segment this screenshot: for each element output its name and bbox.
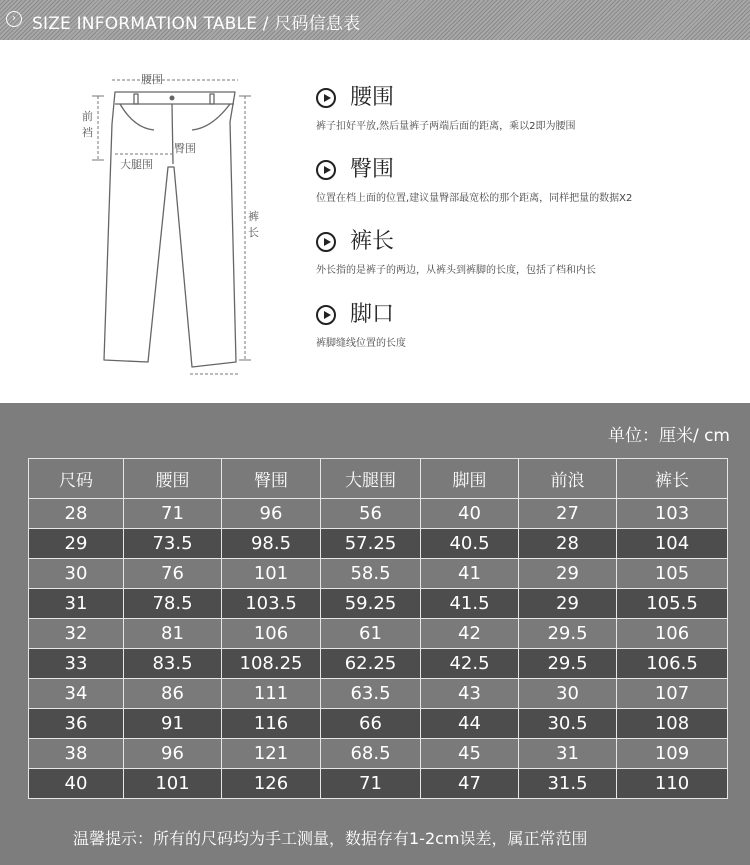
label-waist: 腰围 xyxy=(141,73,163,86)
column-header: 尺码 xyxy=(29,459,124,499)
table-row xyxy=(29,589,728,619)
definition-term: 臀围 xyxy=(350,157,395,182)
table-cell: 59.25 xyxy=(321,589,421,619)
column-header: 腰围 xyxy=(124,459,222,499)
measurement-illustration xyxy=(0,40,750,403)
table-cell: 101 xyxy=(124,769,222,799)
table-cell: 44 xyxy=(421,709,519,739)
definition-desc: 位置在档上面的位置,建议量臀部最宽松的那个距离，同样把量的数据X2 xyxy=(316,193,633,204)
table-cell: 40.5 xyxy=(421,529,519,559)
table-cell: 30 xyxy=(29,559,124,589)
table-cell: 109 xyxy=(617,739,728,769)
table-cell: 40 xyxy=(29,769,124,799)
definition-term: 裤长 xyxy=(350,229,395,254)
table-cell: 34 xyxy=(29,679,124,709)
table-cell: 101 xyxy=(222,559,321,589)
table-cell: 73.5 xyxy=(124,529,222,559)
table-cell: 103 xyxy=(617,499,728,529)
section-title: SIZE INFORMATION TABLE / 尺码信息表 xyxy=(32,14,361,34)
unit-label: 单位：厘米/ cm xyxy=(607,426,730,446)
play-circle-icon xyxy=(316,88,336,108)
table-cell: 29 xyxy=(519,559,617,589)
play-circle-icon xyxy=(316,160,336,180)
label-hip: 臀围 xyxy=(174,142,196,155)
column-header: 大腿围 xyxy=(321,459,421,499)
table-cell: 41 xyxy=(421,559,519,589)
table-cell: 36 xyxy=(29,709,124,739)
table-cell: 31.5 xyxy=(519,769,617,799)
table-cell: 116 xyxy=(222,709,321,739)
table-cell: 29.5 xyxy=(519,619,617,649)
measurement-tip: 温馨提示：所有的尺码均为手工测量，数据存有1-2cm误差，属正常范围 xyxy=(73,829,588,848)
table-cell: 66 xyxy=(321,709,421,739)
column-header: 前浪 xyxy=(519,459,617,499)
table-cell: 47 xyxy=(421,769,519,799)
size-table xyxy=(28,458,728,799)
column-header: 脚围 xyxy=(421,459,519,499)
table-cell: 40 xyxy=(421,499,519,529)
table-row xyxy=(29,619,728,649)
table-cell: 110 xyxy=(617,769,728,799)
table-cell: 42 xyxy=(421,619,519,649)
column-header: 臀围 xyxy=(222,459,321,499)
table-cell: 108 xyxy=(617,709,728,739)
table-cell: 29 xyxy=(519,589,617,619)
table-cell: 27 xyxy=(519,499,617,529)
size-table-section xyxy=(0,403,750,865)
table-cell: 126 xyxy=(222,769,321,799)
table-cell: 32 xyxy=(29,619,124,649)
table-row xyxy=(29,739,728,769)
table-cell: 106 xyxy=(222,619,321,649)
table-cell: 121 xyxy=(222,739,321,769)
table-cell: 71 xyxy=(124,499,222,529)
table-cell: 106.5 xyxy=(617,649,728,679)
table-cell: 31 xyxy=(29,589,124,619)
table-cell: 111 xyxy=(222,679,321,709)
column-header: 裤长 xyxy=(617,459,728,499)
table-row xyxy=(29,559,728,589)
table-header-row xyxy=(29,459,728,499)
table-row xyxy=(29,769,728,799)
table-cell: 71 xyxy=(321,769,421,799)
section-header xyxy=(0,0,750,40)
table-cell: 62.25 xyxy=(321,649,421,679)
table-cell: 98.5 xyxy=(222,529,321,559)
table-cell: 106 xyxy=(617,619,728,649)
table-cell: 45 xyxy=(421,739,519,769)
table-cell: 57.25 xyxy=(321,529,421,559)
table-cell: 38 xyxy=(29,739,124,769)
table-cell: 31 xyxy=(519,739,617,769)
table-cell: 76 xyxy=(124,559,222,589)
table-row xyxy=(29,499,728,529)
label-rise-2: 裆 xyxy=(82,126,93,139)
play-circle-icon xyxy=(316,305,336,325)
table-cell: 30.5 xyxy=(519,709,617,739)
table-cell: 41.5 xyxy=(421,589,519,619)
table-cell: 63.5 xyxy=(321,679,421,709)
table-cell: 104 xyxy=(617,529,728,559)
table-cell: 28 xyxy=(519,529,617,559)
table-row xyxy=(29,679,728,709)
definition-term: 腰围 xyxy=(350,85,395,110)
label-length-1: 裤 xyxy=(248,210,259,223)
table-cell: 103.5 xyxy=(222,589,321,619)
table-row xyxy=(29,649,728,679)
table-cell: 96 xyxy=(222,499,321,529)
pants-diagram xyxy=(60,62,270,382)
table-cell: 91 xyxy=(124,709,222,739)
definition-term: 脚口 xyxy=(350,302,395,327)
table-cell: 33 xyxy=(29,649,124,679)
definition-desc: 外长指的是裤子的两边，从裤头到裤脚的长度，包括了档和内长 xyxy=(316,265,596,276)
table-cell: 43 xyxy=(421,679,519,709)
table-cell: 68.5 xyxy=(321,739,421,769)
table-cell: 108.25 xyxy=(222,649,321,679)
definition-desc: 裤子扣好平放,然后量裤子两端后面的距离，乘以2即为腰围 xyxy=(316,121,576,132)
table-cell: 30 xyxy=(519,679,617,709)
table-cell: 42.5 xyxy=(421,649,519,679)
table-cell: 29 xyxy=(29,529,124,559)
chevron-right-icon: › xyxy=(6,11,22,27)
table-cell: 61 xyxy=(321,619,421,649)
table-cell: 105.5 xyxy=(617,589,728,619)
label-thigh: 大腿围 xyxy=(120,158,153,171)
table-cell: 29.5 xyxy=(519,649,617,679)
table-cell: 58.5 xyxy=(321,559,421,589)
label-rise-1: 前 xyxy=(82,110,93,123)
table-cell: 81 xyxy=(124,619,222,649)
table-cell: 96 xyxy=(124,739,222,769)
table-cell: 78.5 xyxy=(124,589,222,619)
table-cell: 86 xyxy=(124,679,222,709)
size-table-body xyxy=(29,499,728,799)
table-cell: 105 xyxy=(617,559,728,589)
play-circle-icon xyxy=(316,232,336,252)
definition-desc: 裤脚缝线位置的长度 xyxy=(316,338,406,349)
table-row xyxy=(29,709,728,739)
table-cell: 107 xyxy=(617,679,728,709)
table-row xyxy=(29,529,728,559)
label-length-2: 长 xyxy=(248,226,259,239)
table-cell: 56 xyxy=(321,499,421,529)
table-cell: 28 xyxy=(29,499,124,529)
table-cell: 83.5 xyxy=(124,649,222,679)
